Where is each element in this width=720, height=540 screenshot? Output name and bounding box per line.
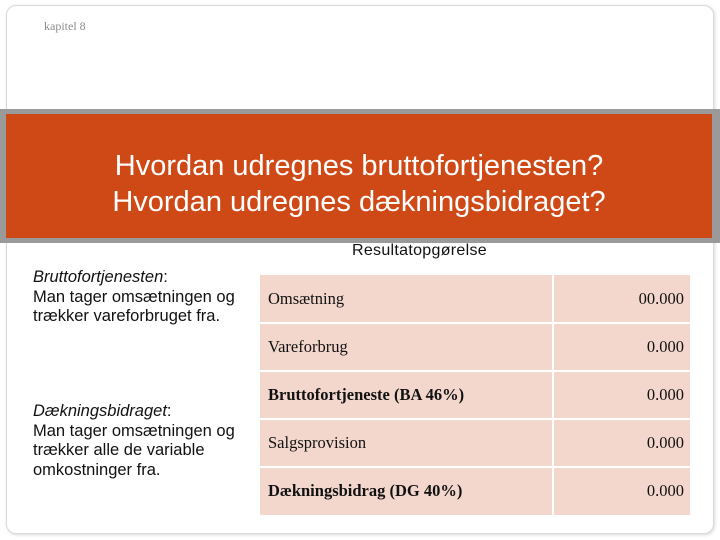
table-caption: Resultatopgørelse: [352, 242, 487, 259]
gross-profit-text: Man tager omsætningen og trækker vareforbruget fra.: [33, 287, 235, 325]
row-value: 00.000: [638, 289, 684, 308]
row-value: 0.000: [646, 433, 684, 452]
table-row: [260, 323, 690, 371]
row-value: 0.000: [646, 337, 684, 356]
chapter-label: kapitel 8: [44, 19, 86, 33]
title-line-1: Hvordan udregnes bruttofortjenesten?: [114, 150, 604, 182]
gross-profit-explanation: [33, 268, 255, 327]
row-label: Dækningsbidrag (DG 40%): [268, 481, 463, 500]
gross-profit-colon: :: [163, 268, 168, 286]
gross-profit-heading: Bruttofortjenesten: [33, 268, 164, 286]
title-line-2: Hvordan udregnes dækningsbidraget?: [112, 186, 606, 218]
row-value: 0.000: [646, 385, 684, 404]
income-statement-table: [260, 275, 690, 515]
contribution-text: Man tager omsætningen og trækker alle de variable omkostninger fra.: [33, 421, 235, 479]
contribution-colon: :: [166, 402, 172, 420]
row-value: 0.000: [646, 481, 684, 500]
row-label: Bruttofortjeneste (BA 46%): [268, 385, 465, 404]
row-label: Vareforbrug: [268, 337, 348, 356]
row-label: Salgsprovision: [268, 433, 367, 452]
table-row: [260, 419, 690, 467]
table-row: [260, 467, 690, 515]
contribution-heading: Dækningsbidraget: [33, 402, 167, 420]
contribution-explanation: [33, 402, 265, 480]
row-label: Omsætning: [268, 289, 345, 308]
table-row: [260, 371, 690, 419]
table-row: [260, 275, 690, 323]
slide-title: [6, 148, 712, 220]
